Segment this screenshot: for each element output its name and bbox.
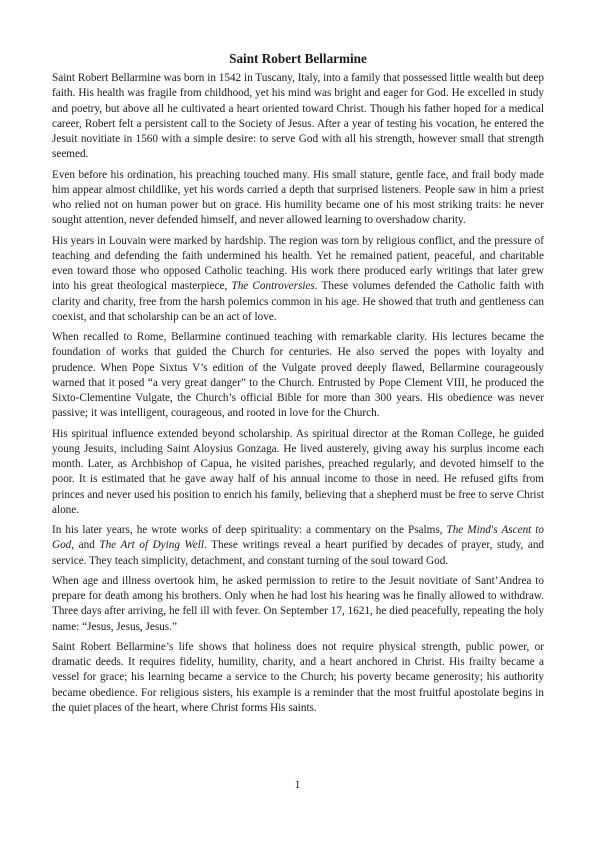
paragraph-text: His spiritual influence extended beyond scholarship. As spiritual director at the Roman College, he guided young Jesuits, including Saint Aloysius Gonzaga. He lived austerely, giving away his surplus income each month. Later, as Archbishop of Capua, he visited parishes, preached regularly, and devoted himself to the poor. It is estimated that he gave away half of his annual income to those in need. He refused gifts from princes and never used his position to enrich his family, believing that a shepherd must be free to serve Christ alone. — [52, 427, 544, 516]
paragraph-text: Even before his ordination, his preaching touched many. His small stature, gentle face, and frail body made him appear almost childlike, yet his words carried a depth that surprised listeners. People saw in him a priest who relied not on human power but on grace. His humility became one of his most striking traits: he never sought attention, never defended himself, and never allowed learning to overshadow charity. — [52, 168, 544, 227]
paragraph-3 — [52, 234, 544, 326]
paragraph-text: His years in Louvain were marked by hardship. The region was torn by religious conflict, and the pressure of teaching and defending the faith undermined his health. Yet he remained patient, peaceful, and charitable even toward those who opposed Catholic teaching. His work there produced early writings that later grew into his great theological masterpiece, — [52, 234, 544, 293]
paragraph-1 — [52, 71, 544, 163]
paragraph-text: . These volumes defended the Catholic faith with clarity and charity, free from the harsh polemics common in his age. He showed that truth and gentleness can coexist, and that scholarship can be an act of love. — [52, 280, 544, 323]
paragraph-6 — [52, 523, 544, 569]
book-title-text: The Mind's Ascent to God — [52, 524, 544, 552]
book-title-text: The Controversies — [231, 280, 315, 293]
paragraph-2 — [52, 168, 544, 229]
paragraph-text: In his later years, he wrote works of deep spirituality: a commentary on the Psalms, — [52, 524, 447, 536]
paragraph-5 — [52, 427, 544, 519]
paragraph-text: , and — [71, 539, 100, 552]
document-title: Saint Robert Bellarmine — [229, 51, 367, 66]
paragraph-text: . These writings reveal a heart purified by decades of prayer, study, and service. They teach simplicity, detachment, and constant turning of the soul toward God. — [52, 539, 545, 567]
paragraph-text: When recalled to Rome, Bellarmine continued teaching with remarkable clarity. His lectures became the foundation of works that guided the Church for centuries. He also served the popes with loyalty and prudence. When Pope Sixtus V’s edition of the Vulgate proved deeply flawed, Bellarmine courageously warned that it posed “a very great danger” to the Church. Entrusted by Pope Clement VIII, he produced the Sixto-Clementine Vulgate, the Church’s official Bible for more than 300 years. His obedience was never passive; it was intelligent, courageous, and rooted in love for the Church. — [52, 331, 544, 420]
paragraph-text: When age and illness overtook him, he asked permission to retire to the Jesuit novitiate of Sant’Andrea to prepare for death among his brothers. Only when he had lost his hearing was he finally allowed to withdraw. Three days after arriving, he fell ill with fever. On September 17, 1621, he died peacefully, repeating the holy name: “Jesus, Jesus, Jesus.” — [52, 574, 544, 633]
page-number: 1 — [294, 779, 301, 791]
paragraph-text: Saint Robert Bellarmine’s life shows that holiness does not require physical strength, public power, or dramatic deeds. It requires fidelity, humility, charity, and a heart anchored in Christ. His frailty became a vessel for grace; his learning became a service to the Church; his poverty became generosity; his authority became obedience. For religious sisters, his example is a reminder that the most fruitful apostolate begins in the quiet places of the heart, where Christ forms His saints. — [52, 640, 544, 714]
paragraph-text: Saint Robert Bellarmine was born in 1542 in Tuscany, Italy, into a family that possessed little wealth but deep faith. His health was fragile from childhood, yet his mind was bright and eager for God. He excelled in study and poetry, but above all he cultivated a heart oriented toward Christ. Though his father hoped for a medical career, Robert felt a persistent call to the Society of Jesus. After a year of testing his vocation, he entered the Jesuit novitiate in 1560 with a simple desire: to serve God with all his strength, however small that strength seemed. — [52, 72, 544, 161]
book-title-text: The Art of Dying Well — [99, 539, 204, 552]
paragraph-8 — [52, 640, 544, 716]
paragraph-7 — [52, 574, 544, 635]
document-page — [52, 50, 544, 721]
paragraph-4 — [52, 330, 544, 422]
document-body — [52, 71, 544, 716]
